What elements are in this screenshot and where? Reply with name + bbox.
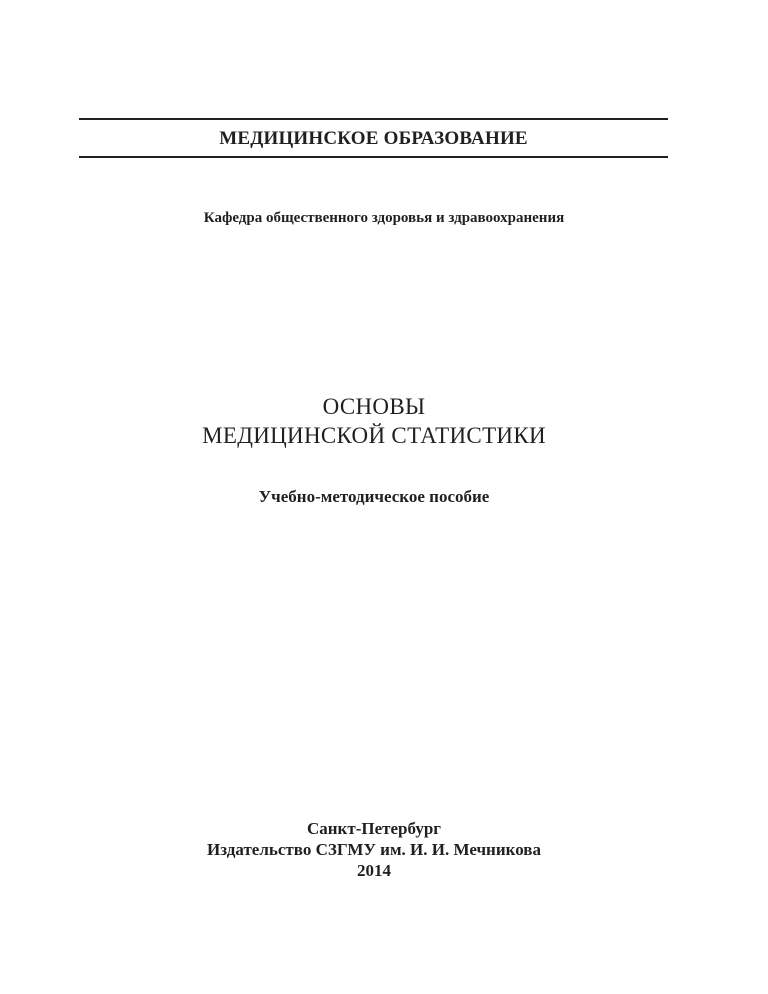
series-title: МЕДИЦИНСКОЕ ОБРАЗОВАНИЕ — [219, 128, 528, 149]
imprint — [0, 818, 748, 881]
series-bottom-rule — [79, 156, 668, 158]
book-subtitle: Учебно-методическое пособие — [258, 487, 490, 506]
department-name: Кафедра общественного здоровья и здравоохранения — [203, 210, 565, 226]
imprint-publisher: Издательство СЗГМУ им. И. И. Мечникова — [207, 840, 541, 859]
series-top-rule — [79, 118, 668, 120]
book-title — [0, 392, 748, 450]
book-title-line-1: ОСНОВЫ — [322, 394, 426, 419]
imprint-year: 2014 — [357, 861, 391, 880]
book-title-line-2: МЕДИЦИНСКОЙ СТАТИСТИКИ — [202, 423, 546, 448]
imprint-city: Санкт-Петербург — [306, 819, 442, 838]
